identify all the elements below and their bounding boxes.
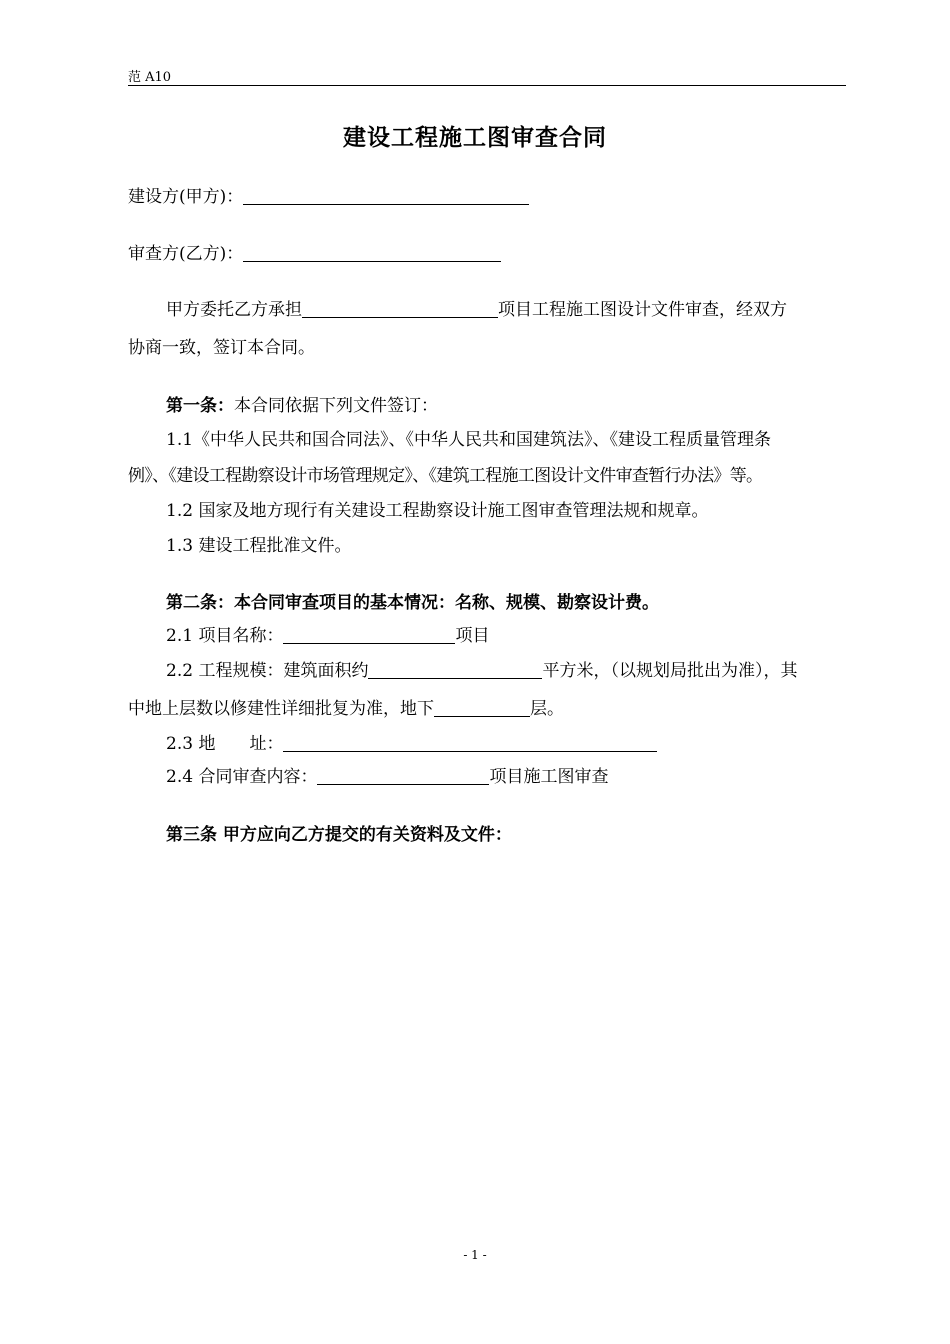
article-2-item-1-suffix: 项目 (455, 626, 490, 646)
contract-title: 建设工程施工图审查合同 (343, 124, 607, 151)
address-blank[interactable] (283, 733, 657, 752)
article-1-heading-rest: 本合同依据下列文件签订： (234, 396, 438, 416)
article-3-heading: 第三条 甲方应向乙方提交的有关资料及文件： (166, 825, 512, 845)
party-b-label: 审查方(乙方)： (128, 244, 244, 264)
article-2-item-2-line-2-suffix: 层。 (530, 699, 564, 719)
article-2-item-2-line-1 (166, 660, 797, 682)
article-1-item-1-line-1: 1.1《中华人民共和国合同法》、《中华人民共和国建筑法》、《建设工程质量管理条 (166, 430, 772, 450)
article-2-item-2-line-2-prefix: 中地上层数以修建性详细批复为准，地下 (128, 699, 434, 719)
intro-line-1 (166, 299, 787, 321)
page-number: - 1 - (463, 1248, 487, 1262)
party-a-blank[interactable] (243, 186, 529, 205)
intro-prefix: 甲方委托乙方承担 (166, 300, 302, 320)
project-name-blank[interactable] (302, 299, 498, 318)
article-2-heading: 第二条：本合同审查项目的基本情况：名称、规模、勘察设计费。 (166, 593, 659, 613)
article-2-item-3 (166, 733, 657, 755)
intro-line-2: 协商一致，签订本合同。 (128, 338, 315, 358)
review-content-blank[interactable] (317, 766, 489, 785)
article-1-heading-line (166, 395, 438, 417)
article-2-item-3-prefix: 2.3 地 址： (166, 734, 284, 754)
header-divider (128, 85, 846, 86)
form-code: 范 A10 (128, 70, 172, 85)
article-2-item-2-line-2 (128, 698, 564, 720)
article-2-item-2-suffix: 平方米，（以规划局批出为准），其 (542, 661, 798, 681)
party-a-line (128, 186, 529, 208)
article-2-item-1 (166, 625, 489, 647)
article-2-item-2-prefix: 2.2 工程规模：建筑面积约 (166, 661, 369, 681)
article-2-item-1-prefix: 2.1 项目名称： (166, 626, 284, 646)
article-1-item-2: 1.2 国家及地方现行有关建设工程勘察设计施工图审查管理法规和规章。 (166, 501, 709, 521)
party-a-label: 建设方(甲方)： (128, 187, 244, 207)
article-1-heading: 第一条： (166, 396, 234, 416)
basement-floors-blank[interactable] (434, 698, 530, 717)
intro-suffix: 项目工程施工图设计文件审查，经双方 (498, 300, 787, 320)
party-b-line (128, 243, 501, 265)
article-1-item-3: 1.3 建设工程批准文件。 (166, 536, 352, 556)
project-title-blank[interactable] (283, 625, 455, 644)
article-1-item-1-line-2: 例》、《建设工程勘察设计市场管理规定》、《建筑工程施工图设计文件审查暂行办法》等。 (128, 466, 763, 486)
article-2-item-4 (166, 766, 608, 788)
building-area-blank[interactable] (368, 660, 542, 679)
article-2-item-4-suffix: 项目施工图审查 (489, 767, 609, 787)
article-2-item-4-prefix: 2.4 合同审查内容： (166, 767, 318, 787)
party-b-blank[interactable] (243, 243, 501, 262)
